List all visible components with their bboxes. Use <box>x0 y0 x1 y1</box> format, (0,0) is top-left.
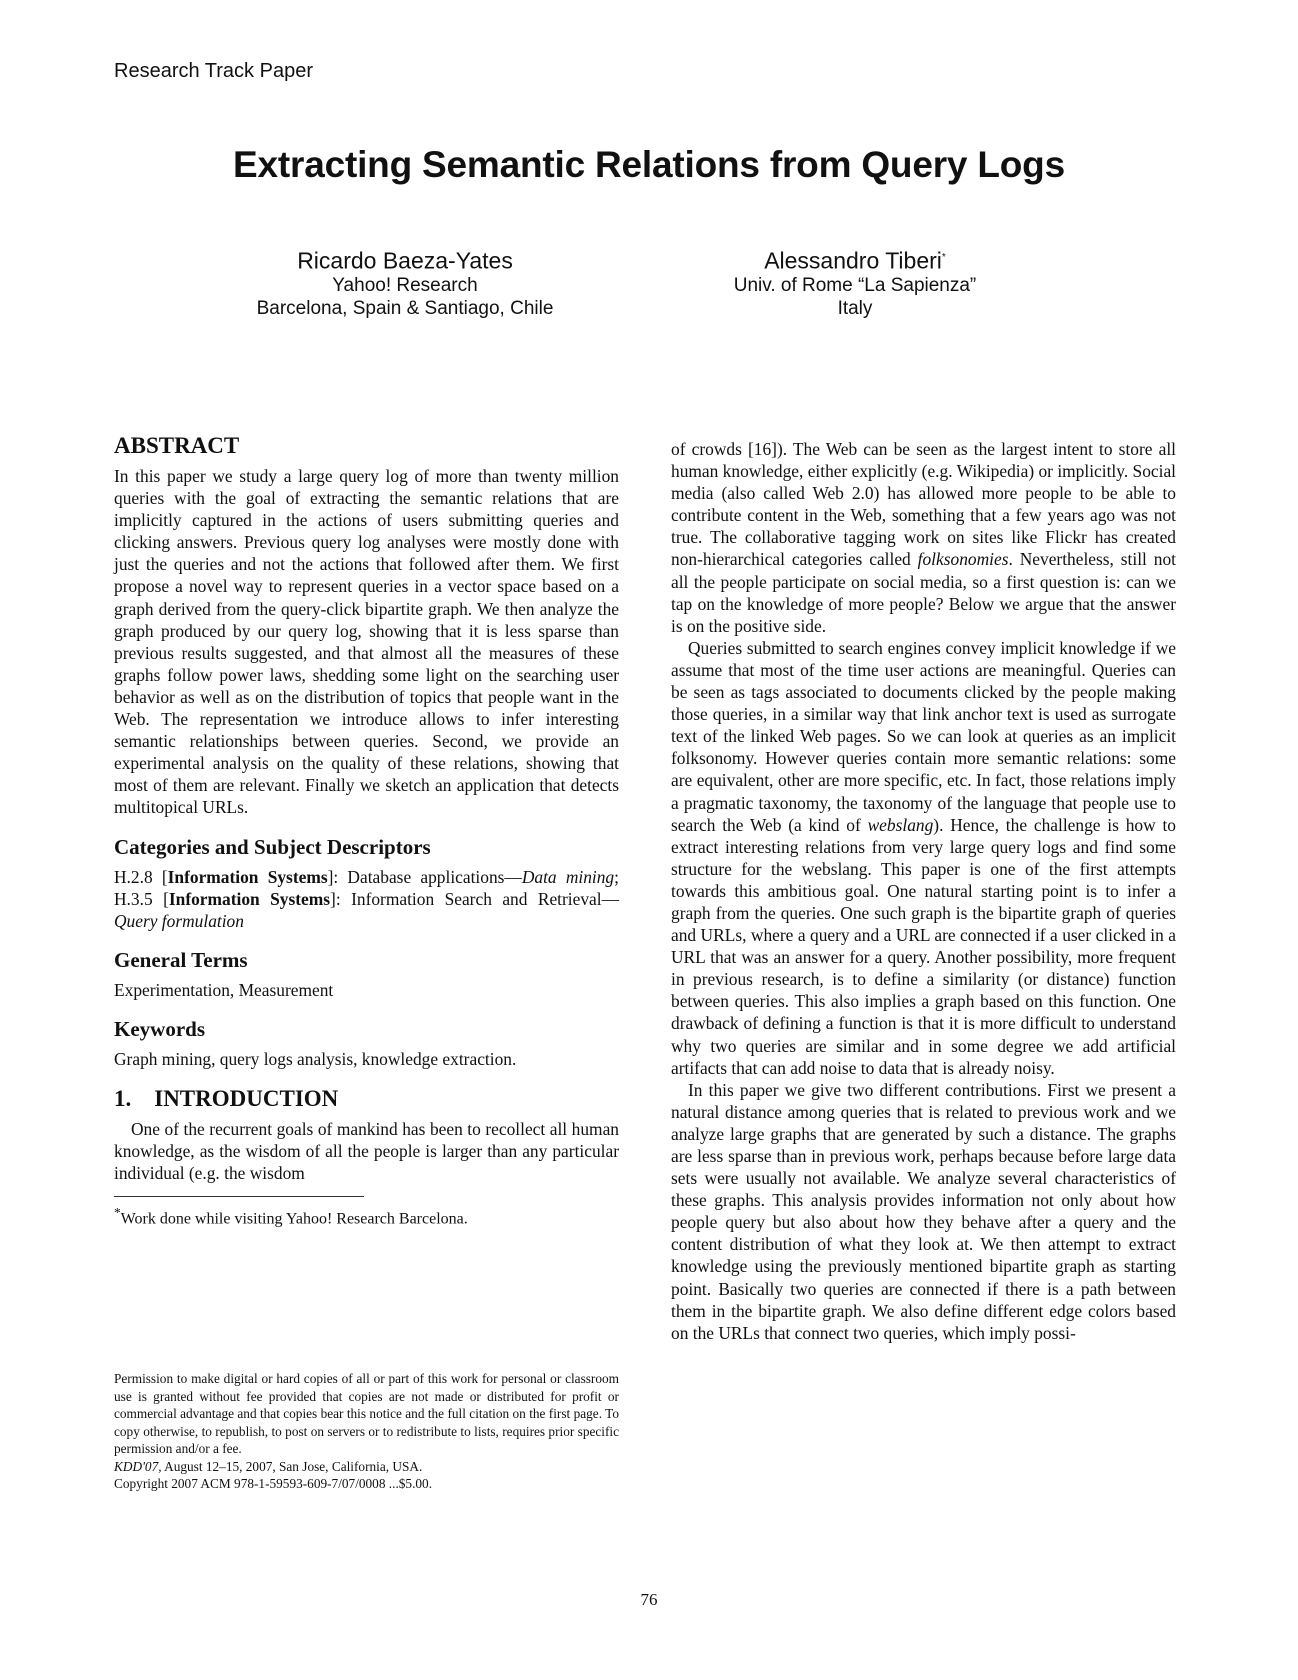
page-number: 76 <box>640 1590 658 1609</box>
author-location: Italy <box>837 297 873 319</box>
author-block-2 <box>645 245 1065 320</box>
author-location: Barcelona, Spain & Santiago, Chile <box>256 297 554 319</box>
author-affiliation: Univ. of Rome “La Sapienza” <box>733 274 977 296</box>
footnote: *Work done while visiting Yahoo! Research Barcelona. <box>114 1205 468 1228</box>
introduction-paragraph: One of the recurrent goals of mankind has been to recollect all human knowledge, as the wisdom of all the people is larger than any particular individual (e.g. the wisdom <box>114 1118 619 1184</box>
abstract-text: In this paper we study a large query log of more than twenty million queries with the goal of extracting the semantic relations that are implicitly captured in the actions of users submitting queries and clicking answers. Previous query log analyses were mostly done with just the queries and not the actions that followed after them. We first propose a novel way to represent queries in a vector space based on a graph derived from the query-click bipartite graph. We then analyze the graph produced by our query log, showing that it is less sparse than previous results suggested, and that almost all the measures of these graphs follow power laws, shedding some light on the searching user behavior as well as on the distribution of topics that people want in the Web. The representation we introduce allows to infer interesting semantic relationships between queries. Second, we provide an experimental analysis on the quality of these relations, showing that most of them are relevant. Finally we sketch an application that detects multitopical URLs. <box>114 466 619 818</box>
general-terms-text: Experimentation, Measurement <box>114 979 334 1000</box>
categories-heading: Categories and Subject Descriptors <box>114 834 431 859</box>
right-column <box>671 438 1176 1344</box>
abstract-heading: ABSTRACT <box>114 433 240 458</box>
permission-text: Permission to make digital or hard copies of all or part of this work for personal or classroom use is granted without fee provided that copies are not made or distributed for profit or commercial advantage and that copies bear this notice and the full citation on the first page. To copy otherwise, to republish, to post on servers or to redistribute to lists, requires prior specific permission and/or a fee. <box>114 1371 619 1456</box>
keywords-heading: Keywords <box>114 1016 205 1041</box>
author-block-1 <box>195 245 615 320</box>
copyright-line: Copyright 2007 ACM 978-1-59593-609-7/07/0008 ...$5.00. <box>114 1476 433 1491</box>
introduction-heading: 1. INTRODUCTION <box>114 1085 339 1111</box>
categories-text: H.2.8 [Information Systems]: Database applications—Data mining; H.3.5 [Information Systems]: Information Search and Retrieval—Query formulation <box>114 866 619 931</box>
paper-title: Extracting Semantic Relations from Query Logs <box>233 144 1065 185</box>
introduction-paragraph: In this paper we give two different contributions. First we present a natural distance among queries that is related to previous work and we analyze large graphs that are generated by such a distance. The graphs are less sparse than in previous work, perhaps because before large data sets were usually not available. We analyze several characteristics of these graphs. This analysis provides information not only about how people query but also about how they behave after a query and the content distribution of what they look at. We then attempt to extract knowledge using the previously mentioned bipartite graph as starting point. Basically two queries are connected if there is a path between them in the bipartite graph. We also define different edge colors based on the URLs that connect two queries, which imply possi- <box>671 1079 1176 1343</box>
general-terms-heading: General Terms <box>114 947 248 972</box>
footnote-divider <box>114 1196 364 1197</box>
left-column <box>114 433 619 1230</box>
author-name: Ricardo Baeza-Yates <box>297 247 513 274</box>
introduction-paragraph-continued: of crowds [16]). The Web can be seen as the largest intent to store all human knowledge, either explicitly (e.g. Wikipedia) or implicitly. Social media (also called Web 2.0) has allowed more people to be able to contribute content in the Web, something that a few years ago was not true. The collaborative tagging work on sites like Flickr has created non-hierarchical categories called folksonomies. Nevertheless, still not all the people participate on social media, so a first question is: can we tap on the knowledge of more people? Below we argue that the answer is on the positive side. <box>671 439 1176 636</box>
track-label: Research Track Paper <box>114 60 313 82</box>
conference-line: KDD'07, August 12–15, 2007, San Jose, California, USA. <box>114 1458 423 1474</box>
introduction-paragraph: Queries submitted to search engines convey implicit knowledge if we assume that most of the time user actions are meaningful. Queries can be seen as tags associated to documents clicked by the people making those queries, in a similar way that link anchor text is used as surrogate text of the linked Web pages. So we can look at queries as an implicit folksonomy. However queries contain more semantic relations: some are equivalent, other are more specific, etc. In fact, those relations imply a pragmatic taxonomy, the taxonomy of the language that people use to search the Web (a kind of webslang). Hence, the challenge is how to extract interesting relations from very large query logs and find some structure for the webslang. This paper is one of the first attempts towards this ambitious goal. One natural starting point is to infer a graph from the queries. One such graph is the bipartite graph of queries and URLs, where a query and a URL are connected if a user clicked in a URL that was an answer for a query. Another possibility, more frequent in previous research, is to define a similarity (or distance) function between queries. This also implies a graph based on this function. One drawback of defining a function is that it is more difficult to understand why two queries are similar and in some degree we add artificial artifacts that can add noise to data that is already noisy. <box>671 637 1176 1078</box>
keywords-text: Graph mining, query logs analysis, knowledge extraction. <box>114 1048 517 1069</box>
author-affiliation: Yahoo! Research <box>332 274 478 296</box>
permission-notice <box>114 1370 619 1493</box>
author-name: Alessandro Tiberi* <box>764 247 946 274</box>
